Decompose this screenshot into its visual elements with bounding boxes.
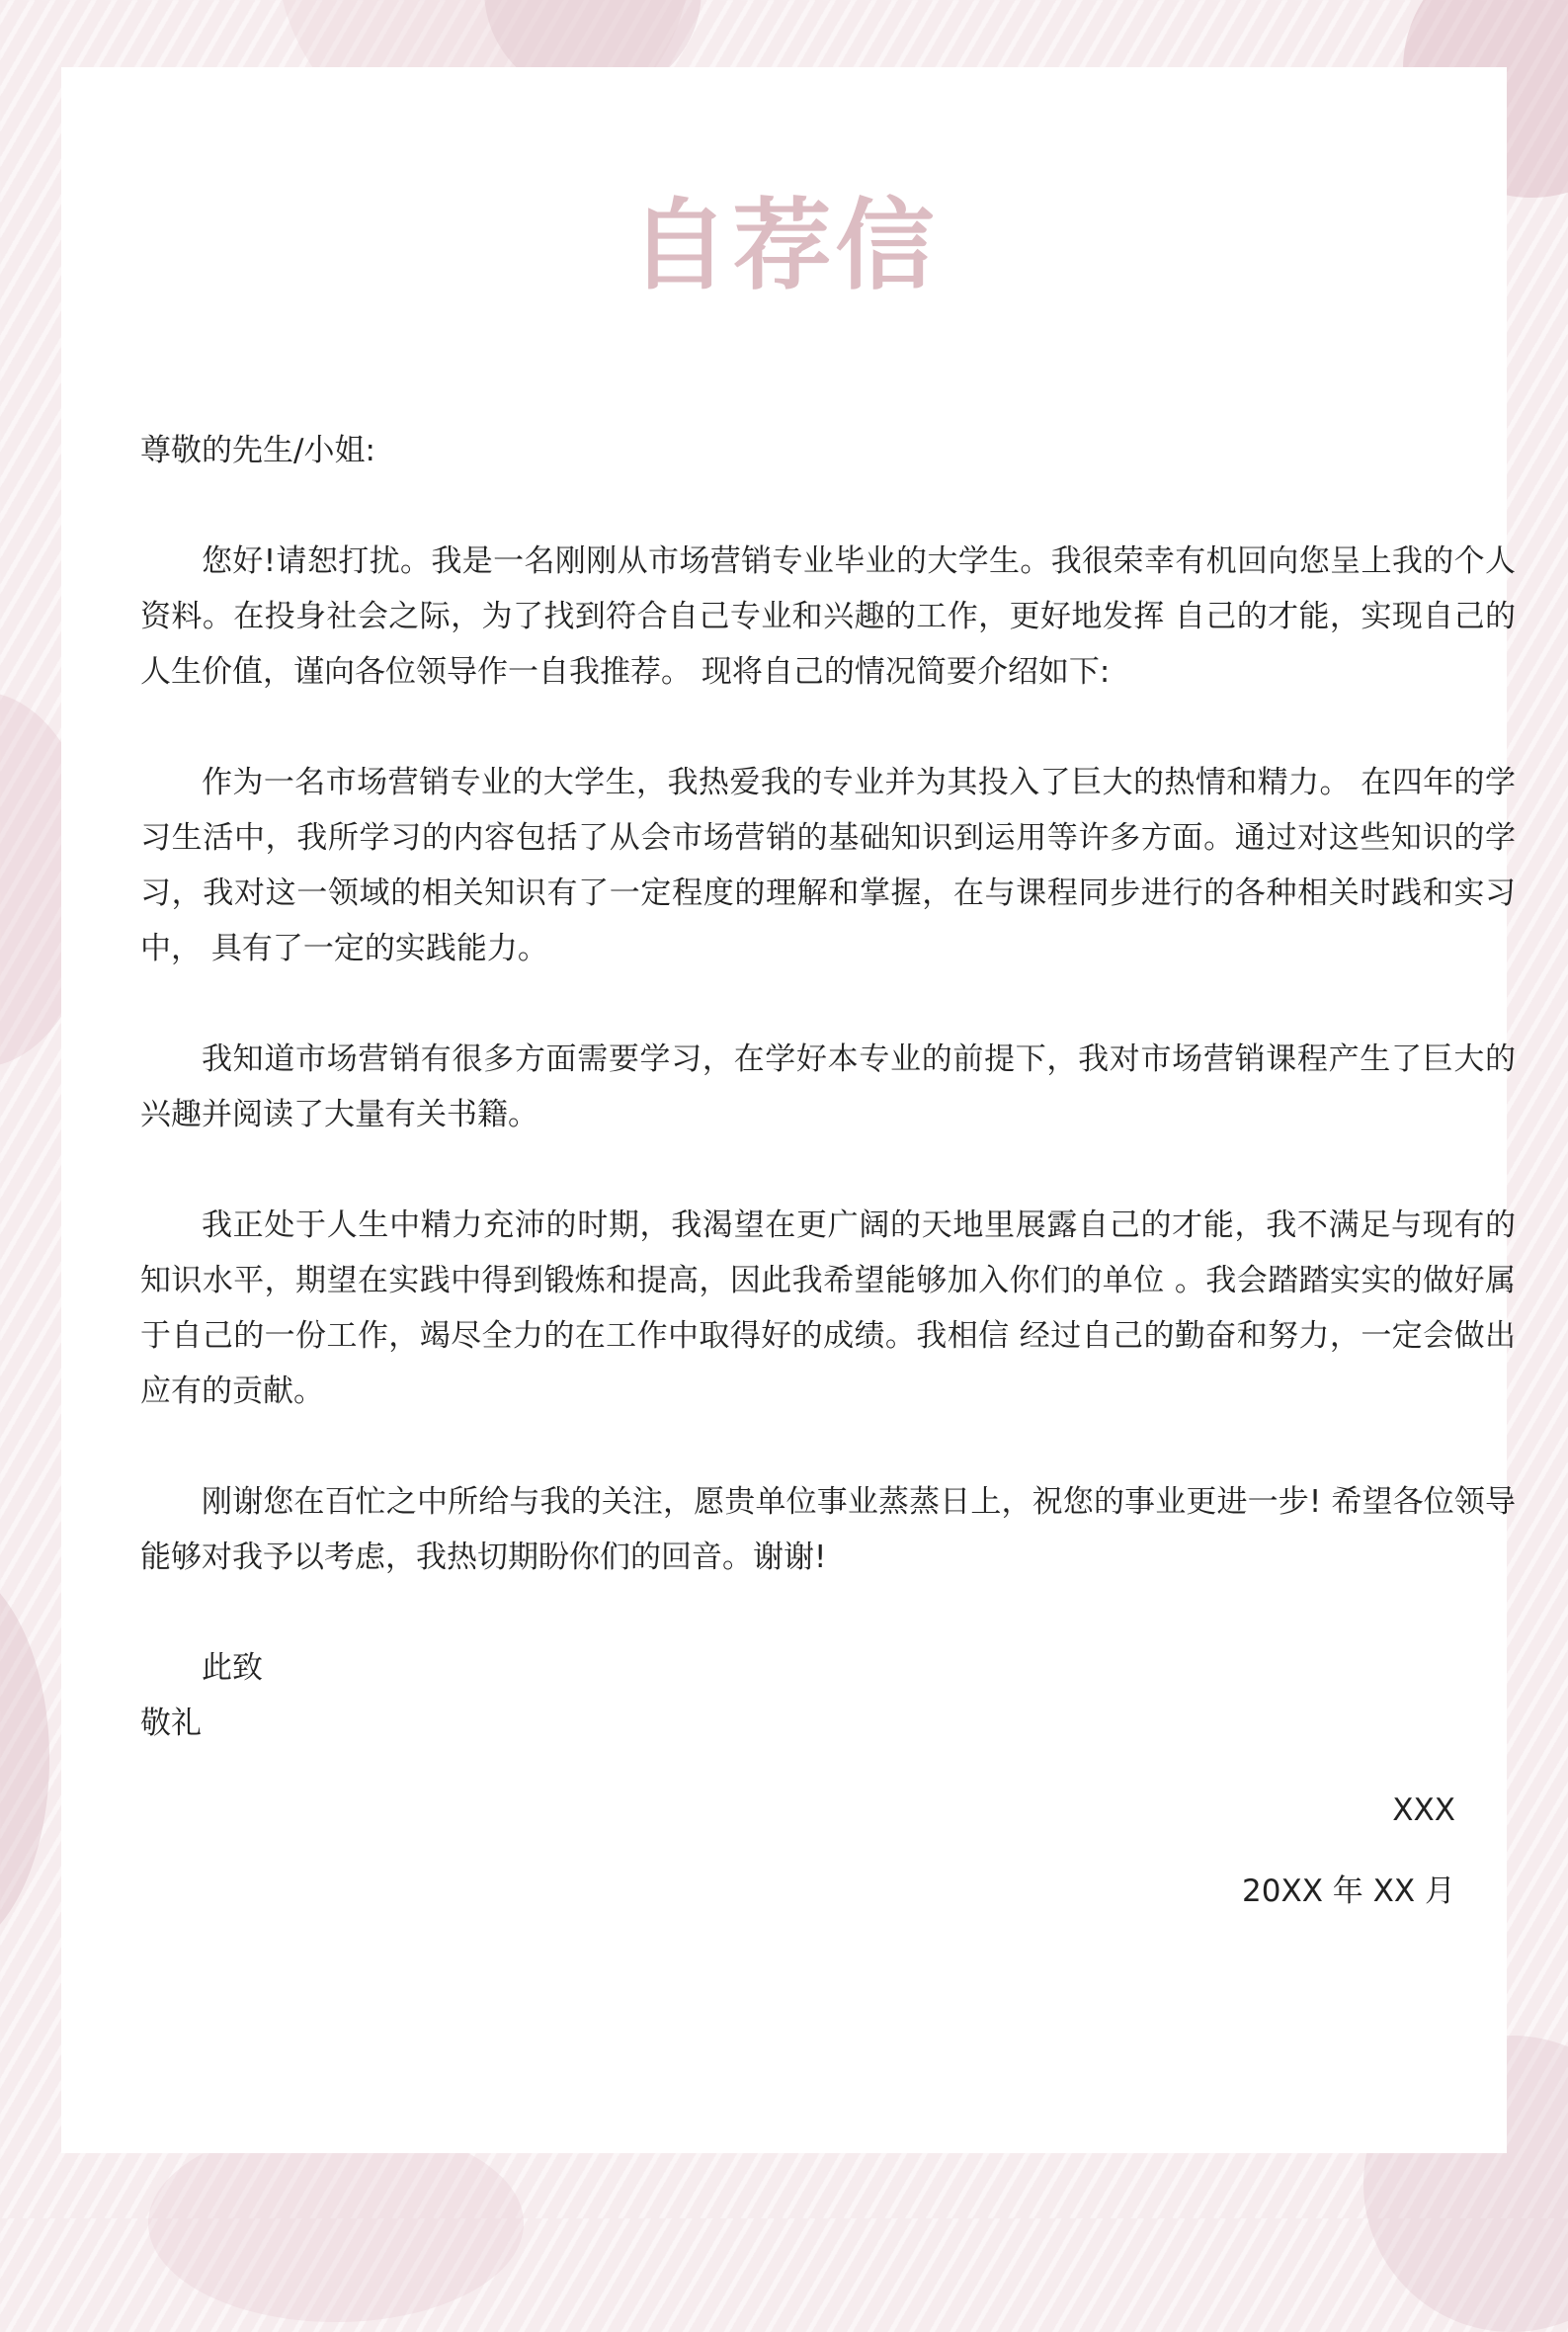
paragraph-thanks: 刚谢您在百忙之中所给与我的关注，愿贵单位事业蒸蒸日上，祝您的事业更进一步! 希望各位领导能够对我予以考虑，我热切期盼你们的回音。谢谢! <box>140 1484 1516 1575</box>
letter-body <box>140 423 1516 1751</box>
signature-name: XXX <box>1392 1792 1455 1828</box>
salutation: 尊敬的先生/小姐: <box>140 433 375 468</box>
closing-line-1: 此致 <box>202 1650 263 1686</box>
paragraph-interest: 我知道市场营销有很多方面需要学习，在学好本专业的前提下，我对市场营销课程产生了巨大的兴趣并阅读了大量有关书籍。 <box>140 1041 1516 1132</box>
paragraph-education: 作为一名市场营销专业的大学生，我热爱我的专业并为其投入了巨大的热情和精力。 在四年的学习生活中，我所学习的内容包括了从会市场营销的基础知识到运用等许多方面。通过对这些知识的学习，我对这一领域的相关知识有了一定程度的理解和掌握，在与课程同步进行的各种相关时践和实习中， 具有了一定的实践能力。 <box>140 765 1516 966</box>
background-shape <box>148 2124 524 2322</box>
letter-paper <box>61 67 1516 2153</box>
signature-date: 20XX 年 XX 月 <box>1242 1874 1455 1909</box>
paragraph-greeting: 您好!请恕打扰。我是一名刚刚从市场营销专业毕业的大学生。我很荣幸有机回向您呈上我的个人资料。在投身社会之际，为了找到符合自己专业和兴趣的工作，更好地发挥 自己的才能，实现自己的人生价值，谨向各位领导作一自我推荐。 现将自己的情况简要介绍如下: <box>140 543 1516 690</box>
closing-line-2: 敬礼 <box>140 1706 202 1741</box>
background-shape <box>0 1561 49 1957</box>
paragraph-aspiration: 我正处于人生中精力充沛的时期，我渴望在更广阔的天地里展露自己的才能，我不满足与现有的知识水平，期望在实践中得到锻炼和提高，因此我希望能够加入你们的单位 。我会踏踏实实的做好属于自己的一份工作，竭尽全力的在工作中取得好的成绩。我相信 经过自己的勤奋和努力，一定会做出应有的贡献。 <box>140 1208 1516 1409</box>
letter-title: 自荐信 <box>629 188 939 303</box>
